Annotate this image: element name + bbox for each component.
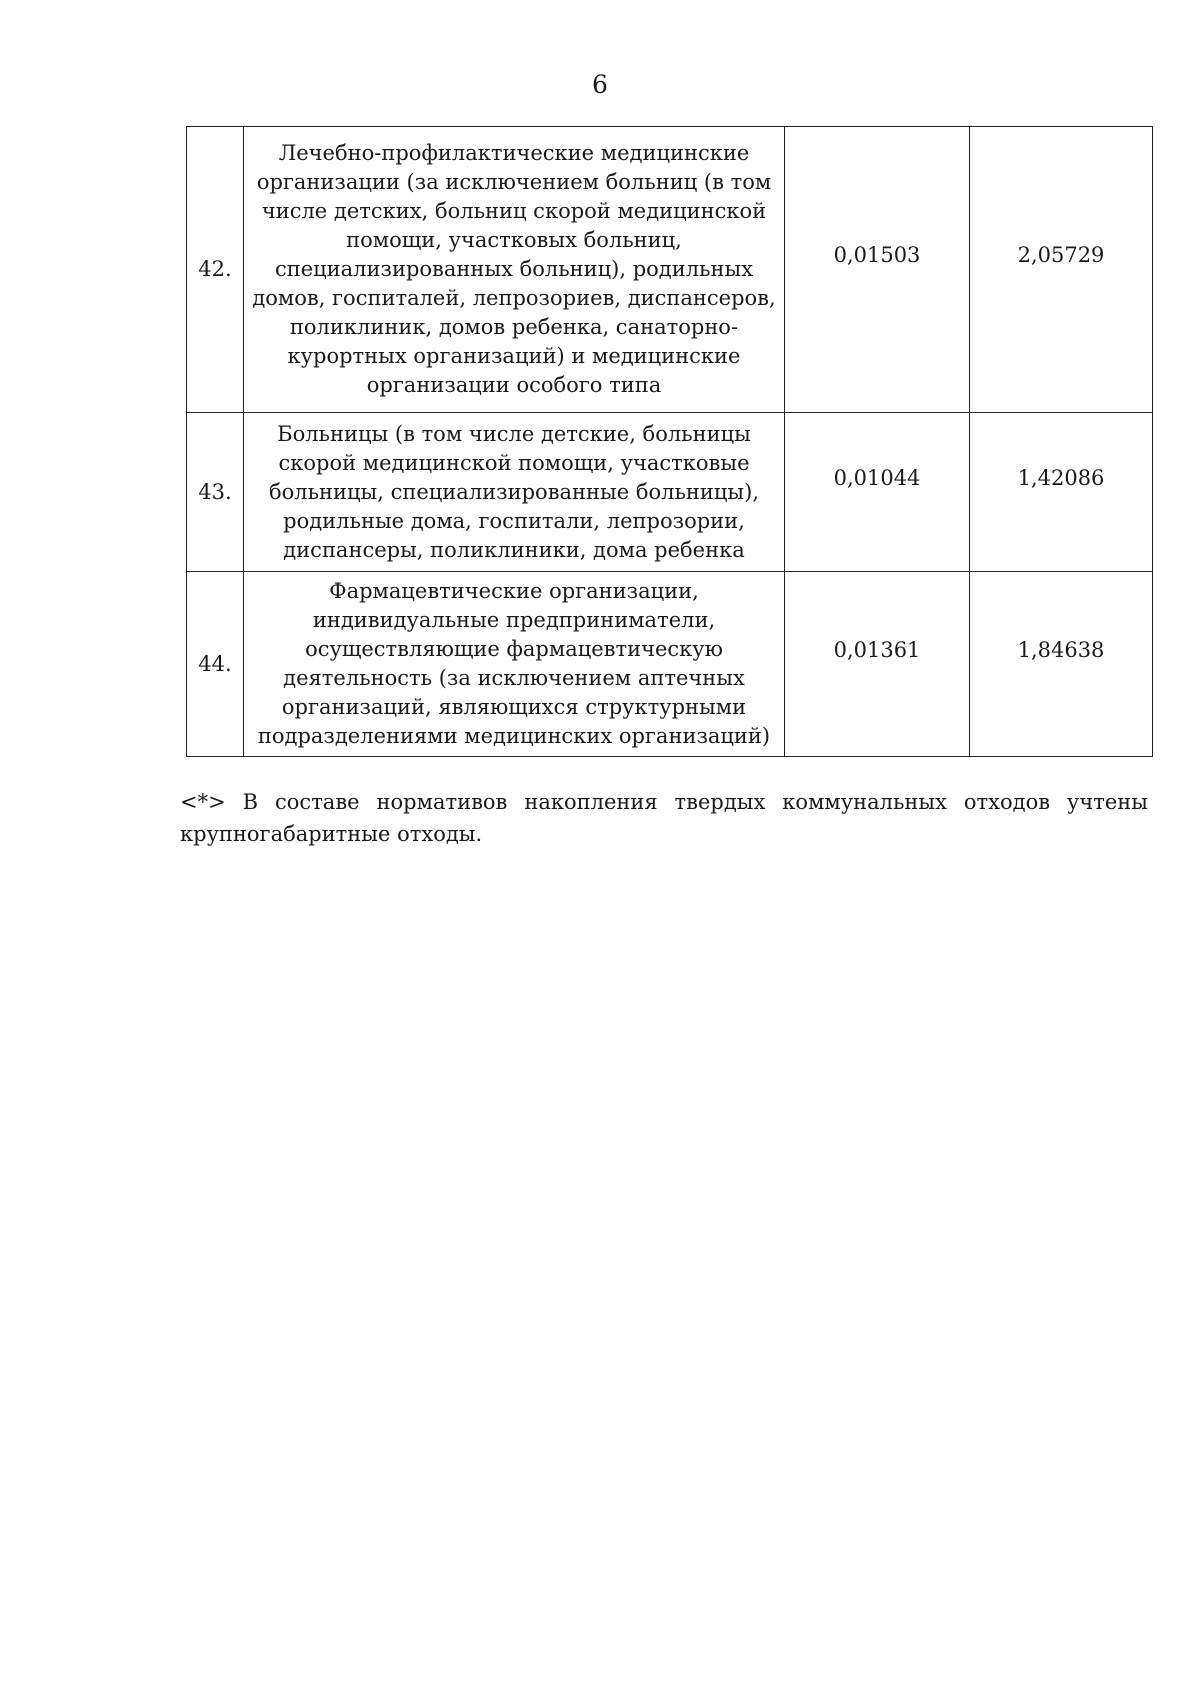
row-number: 44. [187, 572, 244, 757]
row-value-2-text: 1,84638 [1017, 637, 1105, 662]
row-number: 43. [187, 413, 244, 572]
row-value-2 [970, 572, 1153, 757]
row-value-2 [970, 127, 1153, 413]
row-value-1 [785, 572, 970, 757]
row-description: Лечебно-профилактические медицинские организации (за исключением больниц (в том числе детских, больниц скорой медицинской помощи, участковых больниц, специализированных больниц), родильных домов, госпиталей, лепрозориев, диспансеров, поликлиник, домов ребенка, санаторно-курортных организаций) и медицинские организации особого типа [244, 127, 785, 413]
table-row [187, 127, 1153, 413]
norms-table [186, 126, 1153, 757]
row-value-2-text: 1,42086 [1017, 465, 1105, 490]
row-number: 42. [187, 127, 244, 413]
page-number: 6 [592, 70, 608, 99]
row-value-2 [970, 413, 1153, 572]
row-description: Больницы (в том числе детские, больницы скорой медицинской помощи, участковые больницы, специализированные больницы), родильные дома, госпитали, лепрозории, диспансеры, поликлиники, дома ребенка [244, 413, 785, 572]
row-value-1 [785, 413, 970, 572]
table-row [187, 413, 1153, 572]
row-value-1-text: 0,01044 [833, 465, 921, 490]
row-value-1-text: 0,01503 [833, 243, 921, 267]
row-value-1 [785, 127, 970, 413]
footnote: <*> В составе нормативов накопления твердых коммунальных отходов учтены крупногабаритные отходы. [180, 790, 1148, 846]
table-row [187, 572, 1153, 757]
row-description: Фармацевтические организации, индивидуальные предприниматели, осуществляющие фармацевтическую деятельность (за исключением аптечных организаций, являющихся структурными подразделениями медицинских организаций) [244, 572, 785, 757]
row-value-1-text: 0,01361 [833, 637, 921, 662]
row-value-2-text: 2,05729 [1017, 243, 1105, 267]
